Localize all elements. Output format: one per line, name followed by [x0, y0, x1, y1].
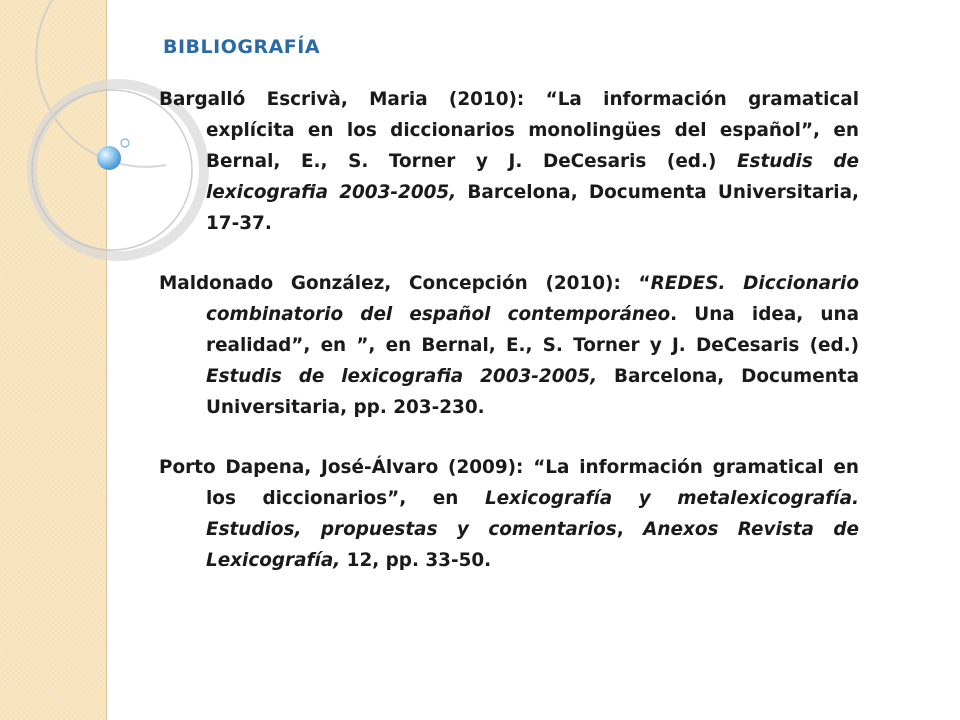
entry-text: “ [638, 273, 651, 294]
entry-text: Barcelona, Documenta Universitaria, pp. 203-230. [206, 366, 859, 418]
entry-italic-title: REDES. Diccionario combinatorio del español contemporáneo [206, 273, 859, 325]
blue-bubble-small [121, 139, 129, 147]
entry-text: 12, pp. 33-50. [340, 550, 492, 571]
entry-text: , [616, 519, 644, 540]
entry-text: “La información gramatical explícita en los diccionarios monolingües del español”, en Bernal, E., S. Torner y J. DeCesaris (ed.) [206, 89, 859, 172]
entry-author: Porto Dapena, José-Álvaro (2009): [159, 457, 534, 478]
entry-italic-title: Lexicografía y metalexicografía. Estudios, propuestas y comentarios [206, 488, 859, 540]
entry-author: Bargalló Escrivà, Maria (2010): [159, 89, 546, 110]
bibliography-entry [159, 268, 859, 423]
entry-author: Maldonado González, Concepción (2010): [159, 273, 639, 294]
page-title: BIBLIOGRAFÍA [163, 36, 321, 58]
entry-italic-title: Anexos Revista de Lexicografía, [206, 519, 860, 571]
bibliography-entry [159, 84, 859, 239]
entry-text: . Una idea, una realidad”, en ”, en Bernal, E., S. Torner y J. DeCesaris (ed.) [206, 304, 859, 356]
bibliography-entry [159, 452, 859, 576]
entry-italic-title: Estudis de lexicografia 2003-2005, [206, 366, 598, 387]
entry-italic-title: Estudis de lexicografia 2003-2005, [206, 151, 859, 203]
entry-text: Barcelona, Documenta Universitaria, 17-37. [206, 182, 859, 234]
entry-text: “La información gramatical en los diccionarios”, en [206, 457, 859, 509]
blue-bubble-large [97, 146, 121, 170]
bibliography-list [159, 84, 859, 605]
